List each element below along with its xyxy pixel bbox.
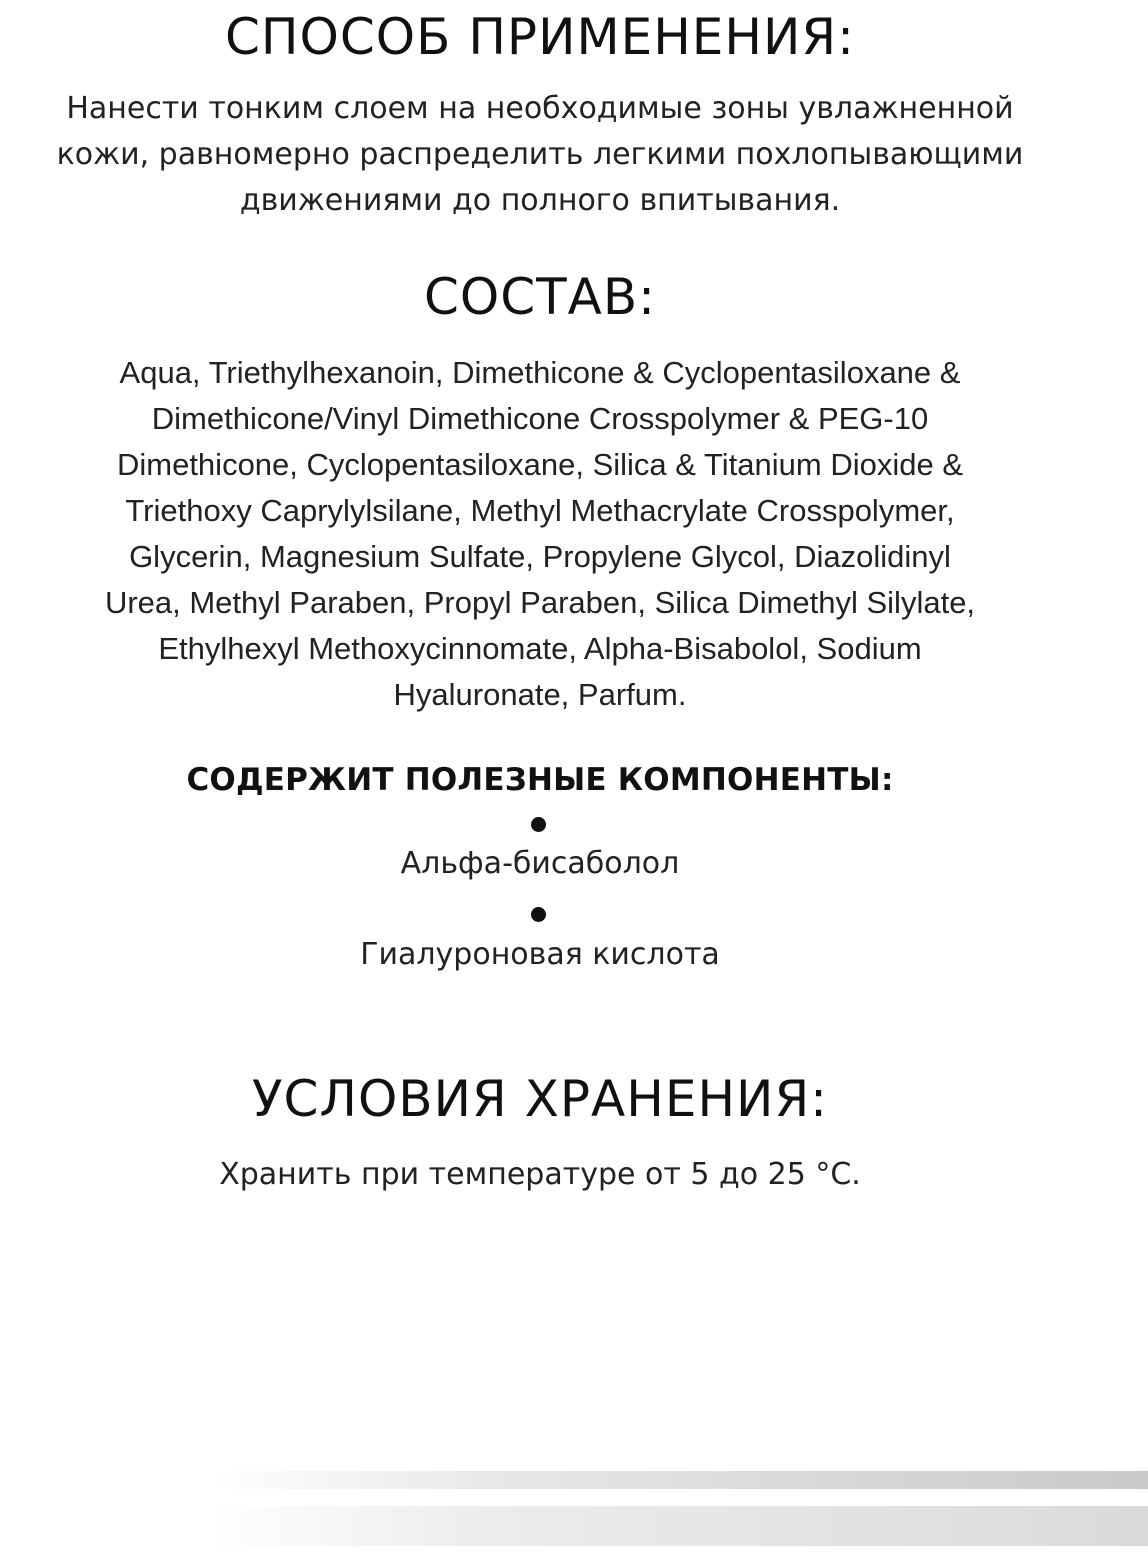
component-item: Гиалуроновая кислота (360, 937, 720, 972)
method-line: движениями до полного впитывания. (239, 183, 841, 218)
ingredients-line: Ethylhexyl Methoxycinnomate, Alpha-Bisabolol, Sodium (158, 631, 922, 666)
ingredients-line: Dimethicone, Cyclopentasiloxane, Silica & Titanium Dioxide & (116, 447, 963, 482)
composition-heading: СОСТАВ: (423, 268, 657, 326)
bullet-icon (531, 817, 546, 832)
storage-text: Хранить при температуре от 5 до 25 °C. (219, 1157, 861, 1192)
method-text (0, 86, 1080, 224)
decorative-stripe (210, 1506, 1148, 1546)
ingredients-line: Hyaluronate, Parfum. (393, 677, 687, 712)
decorative-stripe (210, 1471, 1148, 1489)
storage-heading: УСЛОВИЯ ХРАНЕНИЯ: (251, 1070, 829, 1128)
method-line: Нанести тонким слоем на необходимые зоны увлажненной (66, 91, 1014, 126)
ingredients-line: Glycerin, Magnesium Sulfate, Propylene Glycol, Diazolidinyl (129, 539, 951, 574)
ingredients-line: Triethoxy Caprylylsilane, Methyl Methacrylate Crosspolymer, (125, 493, 955, 528)
component-item: Альфа-бисаболол (400, 846, 680, 881)
ingredients-line: Aqua, Triethylhexanoin, Dimethicone & Cyclopentasiloxane & (119, 355, 961, 390)
ingredients-line: Dimethicone/Vinyl Dimethicone Crosspolymer & PEG-10 (151, 401, 929, 436)
ingredients-text (0, 350, 1080, 718)
bullet-icon (531, 907, 546, 922)
method-line: кожи, равномерно распределить легкими похлопывающими (56, 137, 1024, 172)
method-heading: СПОСОБ ПРИМЕНЕНИЯ: (225, 8, 855, 66)
ingredients-line: Urea, Methyl Paraben, Propyl Paraben, Silica Dimethyl Silylate, (104, 585, 976, 620)
components-heading: СОДЕРЖИТ ПОЛЕЗНЫЕ КОМПОНЕНТЫ: (186, 762, 894, 798)
